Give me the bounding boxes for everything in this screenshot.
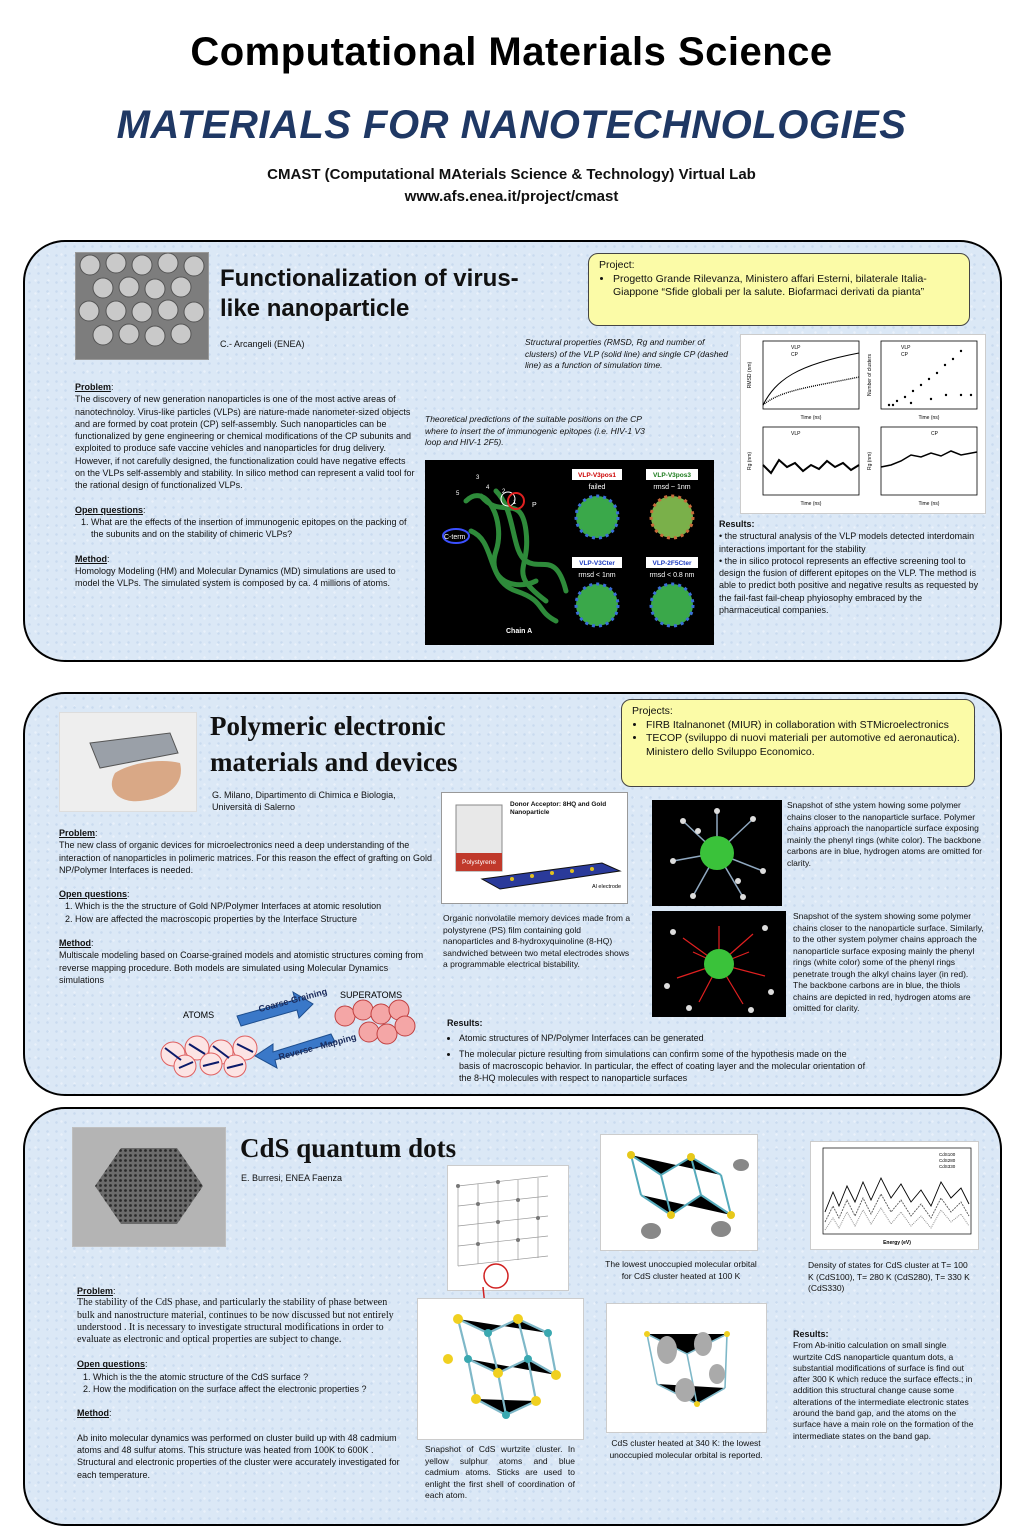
- vlp-label-2: VLP-V3pos3: [653, 472, 691, 479]
- caption-theoretical: Theoretical predictions of the suitable positions on the CP where to insert the of immunogenic epitopes (i.e. HIV-1 V3 loop and HIV-1 2F5).: [425, 414, 645, 447]
- results-text: From Ab-initio calculation on small single wurtzite CdS nanoparticle quantum dots, a substantial modifications of surface is find out after 300 K which reduce the surface effects.; in addition this structural change cause some alterations of the intermediate electronic states around the band gap, and the atoms on the surface have a main role on the formation of the intermediate states on the band gap.: [793, 1340, 974, 1441]
- hand-device: [60, 713, 196, 811]
- plot-legend-vlp: VLP: [791, 345, 801, 351]
- vlp-note-1: failed: [588, 484, 606, 491]
- plot-xlabel-2: Time (ns): [918, 415, 940, 421]
- panel1-problem: Problem: The discovery of new generation nanoparticles is one of the most active areas of nanotechnoloy. Virus-like particles (VLPs) are nature-made nanometer-sized objects and are formed by coat protein (CP) self-assembly. Such nanoparticles can be functionalized by gene engineering or chemical modifications of the CP subunits and exploited to produce safe vaccine vehicles and nanoparticles for drug delivery. However, if not carefully designed, the functionalization could have negative effects on the VLPs self-assembly and stability. In silico method can represent a valid tool for the rational design of functionalized VLPs. Open questions: 1. What are the effects of the insertion of immunogenic epitopes on the packing of the subunits and on the stability of chimeric VLPs? Method: Homology Modeling (HM) and Molecular Dynamics (MD) simulations are used to model the VLPs. The simulated system is composed by ca. 4 millions of atoms.: [75, 381, 415, 589]
- cds-tem-svg: [73, 1128, 225, 1246]
- lab-url[interactable]: www.afs.enea.it/project/cmast: [404, 188, 619, 205]
- caption-cds-340k: CdS cluster heated at 340 K: the lowest unoccupied molecular orbital is reported.: [609, 1438, 763, 1460]
- panel3-author: E. Burresi, ENEA Faenza: [241, 1173, 343, 1183]
- protein-structure: [426, 461, 713, 644]
- label-4: 4: [486, 485, 490, 491]
- projects-label: Projects:: [632, 705, 673, 717]
- open-question-item: 2. How are affected the macroscopic properties by the Interface Structure: [75, 913, 434, 925]
- problem-label: Problem: [59, 828, 96, 838]
- label-2: 2: [502, 489, 506, 495]
- panel3-results: [793, 1329, 975, 1442]
- panel-cds-quantum-dots: [23, 1107, 1002, 1526]
- caption-snapshot-2: Snapshot of the system showing some polymer chains closer to the nanoparticle surface. Similarly, to the other system polymer chains approach the nanoparticle surface exposing mainly the phenyl rings (white color) some of the phenyl rings penetrate trough the alkyl chains layer (in red). The backbone carbons are in blue, the thiols chains are depicted in red, hydrogen atoms are omitted for clarity.: [793, 911, 984, 1013]
- vlp-note-4: rmsd < 0.8 nm: [649, 572, 695, 579]
- open-questions-label: Open questions: [75, 504, 144, 515]
- problem-text: The stability of the CdS phase, and particularly the stability of phase between bulk and nanostructure material, continues to be now discussed but not entirely understood . It is necessary to investigate structural modifications in order to evaluate as electronic and optical properties are subject to change.: [77, 1297, 394, 1346]
- structural-plots: [740, 334, 986, 514]
- plots-svg: [741, 335, 985, 513]
- device-svg: [442, 793, 627, 903]
- vlp-note-3: rmsd < 1nm: [578, 572, 616, 579]
- problem-label: Problem: [75, 382, 112, 392]
- caption-lumo-100k: The lowest unoccupied molecular orbital for CdS cluster heated at 100 K: [605, 1259, 757, 1281]
- results-item: the in silico protocol represents an effective screening tool to design the fusion of different epitopes on the VLP. The method is able to predict both positive and negative results as requested by the fail-fast fail-cheap phyiosophy embraced by the pharmaceutical companies.: [719, 555, 979, 616]
- problem-text: The new class of organic devices for microelectronics need a deep understanding of the interaction of nanoparticles in polimeric matrices. For this reason the effect of grafting on Gold NP/Polymer Interfaces is needed.: [59, 840, 433, 875]
- vlp-label-3: VLP-V3Cter: [579, 560, 615, 567]
- snapshot-1: [652, 800, 782, 906]
- cds-340k-image: [606, 1303, 767, 1433]
- problem-label: Problem: [77, 1286, 114, 1296]
- plot-legend-cp3: CP: [931, 431, 938, 437]
- plot-xlabel-3: Time (ns): [800, 501, 822, 507]
- lattice-image: [447, 1165, 569, 1291]
- tem-particles: [76, 253, 208, 359]
- method-label: Method: [77, 1408, 109, 1419]
- panel3-problem: Problem: The stability of the CdS phase, and particularly the stability of phase between bulk and nanostructure material, continues to be now discussed but not entirely understood . It is necessary to investigate structural modifications in order to evaluate as electronic and optical properties are subject to change. Open questions: 1. Which is the the atomic structure of the CdS surface ? 2. How the modification on the surface affect the electronic properties ? Method: Ab inito molecular dynamics was performed on cluster build up with 48 cadmium atoms and 48 sulfur atoms. This structure was heated from 100K to 600K . Structural and electronic properties of the cluster were accurately investigated for each temperature.: [77, 1285, 407, 1481]
- panel-virus-nanoparticle: [23, 240, 1002, 662]
- dos-legend-2: CdS280: [939, 1158, 956, 1163]
- plot-ylabel-rg1: Rg (nm): [747, 451, 753, 471]
- lumo-100k-svg: [601, 1135, 757, 1250]
- results-item: • Atomic structures of NP/Polymer Interfaces can be generated: [459, 1032, 867, 1044]
- open-question-item: 1. Which is the the atomic structure of the CdS surface ?: [93, 1371, 407, 1383]
- results-item: the structural analysis of the VLP models detected interdomain interactions important for the stability: [719, 531, 975, 554]
- panel1-title: Functionalization of virus-like nanoparticle: [220, 265, 519, 322]
- coarse-graining-label: Coarse-Graining: [257, 986, 329, 1015]
- panel3-title: CdS quantum dots: [240, 1133, 457, 1163]
- chain-label: Chain A: [506, 628, 533, 635]
- snapshot-1-svg: [653, 801, 781, 905]
- project-label: Project:: [599, 259, 635, 271]
- label-1: 1: [513, 500, 517, 506]
- plot-legend-cp: CP: [791, 352, 798, 358]
- plot-ylabel-rg2: Rg (nm): [867, 451, 873, 471]
- project-item: • Progetto Grande Rilevanza, Ministero affari Esterni, bilaterale Italia-Giappone “Sfide globali per la salute. Biofarmaci derivati da pianta”: [613, 273, 959, 300]
- poster-title: Computational Materials Science: [190, 30, 833, 74]
- poster-subtitle: MATERIALS FOR NANOTECHNOLOGIES: [116, 103, 907, 147]
- lab-name: CMAST (Computational MAterials Science & Technology) Virtual Lab: [267, 166, 756, 183]
- snapshot-2-svg: [653, 912, 785, 1016]
- lattice-svg: [448, 1166, 568, 1290]
- plot-xlabel-4: Time (ns): [918, 501, 940, 507]
- reverse-mapping-label: Reverse - Mapping: [277, 1031, 358, 1063]
- lumo-100k-image: [600, 1134, 758, 1251]
- device-schematic: [441, 792, 628, 904]
- method-label: Method: [59, 938, 91, 949]
- panel1-project-box: [588, 253, 970, 326]
- open-questions-label: Open questions: [77, 1359, 146, 1370]
- plot-legend-vlp3: VLP: [791, 431, 801, 437]
- results-label: Results:: [793, 1329, 829, 1339]
- dos-svg: [811, 1142, 978, 1249]
- open-question-item: 1. What are the effects of the insertion of immunogenic epitopes on the packing of the subunits and on the stability of chimeric VLPs?: [91, 516, 415, 541]
- panel2-title: Polymeric electronic materials and devices: [210, 711, 458, 777]
- coarse-graining-scheme: [155, 986, 425, 1081]
- panel-polymeric-materials: [23, 692, 1002, 1096]
- caption-cds-snapshot: Snapshot of CdS wurtzite cluster. In yellow sulphur atoms and blue cadmium atoms. Sticks are used to enlight the first shell of coordination of each atom.: [425, 1444, 575, 1500]
- label-3: 3: [476, 475, 480, 481]
- plot-legend-vlp2: VLP: [901, 345, 911, 351]
- vlp-note-2: rmsd ~ 1nm: [653, 484, 691, 491]
- method-label: Method: [75, 553, 107, 564]
- plot-ylabel-rmsd: RMSD (nm): [747, 361, 753, 389]
- plot-ylabel-clusters: Number of clusters: [867, 354, 873, 396]
- cds-cluster-snapshot: [417, 1298, 584, 1440]
- caption-structural: Structural properties (RMSD, Rg and number of clusters) of the VLP (solid line) and single CP (dashed line) as a function of simulation time.: [525, 337, 728, 370]
- caption-dos: Density of states for CdS cluster at T= 100 K (CdS100), T= 280 K (CdS280), T= 330 K (CdS330): [808, 1260, 970, 1293]
- panel2-author: G. Milano, Dipartimento di Chimica e Biologia, Università di Salerno: [212, 790, 396, 813]
- problem-text: The discovery of new generation nanoparticles is one of the most active areas of nanotechnoloy. Virus-like particles (VLPs) are nature-made nanometer-sized objects and are formed by coat protein (CP) self-assembly. Such nanoparticles can be functionalized by gene engineering or chemical modifications of the CP subunits and exploited to produce safe vaccine vehicles and nanoparticles for drug delivery. However, if not carefully designed, the functionalization could have negative effects on the VLPs self-assembly and stability. In silico method can represent a valid tool for the rational design of functionalized VLPs.: [75, 394, 415, 491]
- vlp-label-4: VLP-2F5Cter: [652, 560, 692, 567]
- vlp-label-1: VLP-V3pos1: [578, 472, 616, 479]
- method-text: Ab inito molecular dynamics was performed on cluster build up with 48 cadmium atoms and 48 sulfur atoms. This structure was heated from 100K to 600K . Structural and electronic properties of the cluster were accurately investigated for each temperature.: [77, 1432, 400, 1480]
- atoms-label: ATOMS: [183, 1010, 215, 1020]
- plot-legend-cp2: CP: [901, 352, 908, 358]
- caption-device: Organic nonvolatile memory devices made from a polystyrene (PS) film containing gold nanoparticles and 8-hydroxyquinoline (8-HQ) sandwiched between two metal electrodes shows a programmable electrical bistability.: [443, 913, 631, 969]
- electrode-label: Al electrode: [592, 884, 622, 890]
- cds-340k-svg: [607, 1304, 766, 1432]
- dos-legend-3: CdS330: [939, 1164, 956, 1169]
- project-item: • FIRB Italnanonet (MIUR) in collaboration with STMicroelectronics: [646, 719, 964, 733]
- results-item: • The molecular picture resulting from simulations can confirm some of the hypothesis made on the basis of macroscopic behavior. In particular, the effect of coating layer and the molecular orientation of the 8-HQ molecules with respect to nanoparticle surfaces: [459, 1048, 867, 1085]
- results-label: Results:: [447, 1018, 483, 1028]
- panel1-results: Results: • the structural analysis of the VLP models detected interdomain interactions important for the stability • the in silico protocol represents an effective screening tool to design the fusion of different epitopes on the VLP. The method is able to predict both positive and negative results as requested by the fail-fast fail-cheap phyiosophy embraced by the pharmaceutical companies.: [719, 518, 981, 616]
- open-question-item: 2. How the modification on the surface affect the electronic properties ?: [93, 1383, 407, 1395]
- dos-chart: [810, 1141, 979, 1250]
- method-text: Homology Modeling (HM) and Molecular Dynamics (MD) simulations are used to model the VLPs. The simulated system is composed by ca. 4 millions of atoms.: [75, 565, 396, 589]
- open-questions-label: Open questions: [59, 889, 128, 900]
- panel2-problem: Problem: The new class of organic devices for microelectronics need a deep understanding of the interaction of nanoparticles in polimeric matrices. For this reason the effect of grafting on Gold NP/Polymer Interfaces is needed. Open questions: 1. Which is the the structure of Gold NP/Polymer Interfaces at atomic resolution 2. How are affected the macroscopic properties by the Interface Structure Method: Multiscale modeling based on Coarse-grained models and atomistic structures coming from reverse mapping procedure. Both models are simulated using Molecular Dynamics simulations: [59, 827, 434, 986]
- open-question-item: 1. Which is the the structure of Gold NP/Polymer Interfaces at atomic resolution: [75, 900, 434, 912]
- method-text: Multiscale modeling based on Coarse-grained models and atomistic structures coming from reverse mapping procedure. Both models are simulated using Molecular Dynamics simulations: [59, 950, 424, 985]
- project-item: • TECOP (sviluppo di nuovi materiali per automotive ed aeronautica). Ministero dello Sviluppo Economico.: [646, 732, 964, 759]
- flexible-device-photo: [59, 712, 197, 812]
- polystyrene-label: Polystyrene: [462, 859, 496, 866]
- donor-acceptor-label: Donor Acceptor: 8HQ and Gold Nanoparticle: [510, 801, 607, 816]
- panel1-author: C.- Arcangeli (ENEA): [220, 339, 305, 349]
- label-p: P: [532, 502, 537, 509]
- caption-snapshot-1: Snapshot of sthe ystem howing some polymer chains closer to the nanoparticle surface. Polymer chains approach the nanoparticle surface exposing mainly the phenyl rings (white color). The backbone carbons are in blue, hydrogen atoms are omitted for clarity.: [787, 800, 983, 868]
- cterm-label: C-term: [444, 534, 466, 541]
- cds-cluster-svg: [418, 1299, 583, 1439]
- results-label: Results:: [719, 519, 755, 529]
- label-5: 5: [456, 491, 460, 497]
- snapshot-2: [652, 911, 786, 1017]
- superatoms-label: SUPERATOMS: [340, 990, 403, 1000]
- dos-legend-1: CdS100: [939, 1152, 956, 1157]
- cds-tem-image: [72, 1127, 226, 1247]
- protein-vlp-image: [425, 460, 714, 645]
- panel2-project-box: [621, 699, 975, 787]
- tem-image: [75, 252, 209, 360]
- panel2-results: [447, 1017, 867, 1084]
- plot-xlabel-1: Time (ns): [800, 415, 822, 421]
- dos-xlabel: Energy (eV): [883, 1240, 911, 1246]
